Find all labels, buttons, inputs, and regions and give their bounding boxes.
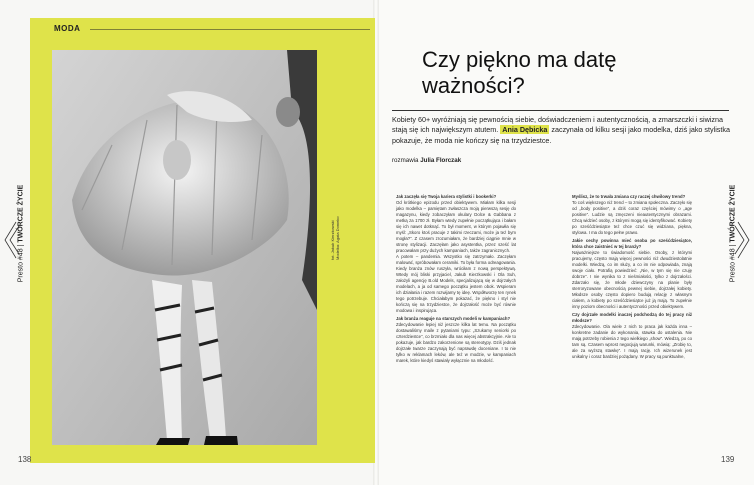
byline — [392, 157, 461, 164]
chevron-right-icon — [734, 218, 752, 262]
photo-credit — [330, 200, 340, 260]
section-rule — [90, 29, 370, 30]
interview-answer: Zdecydowanie lepiej niż jeszcze kilka lat temu. Na początku dostawaliśmy maile z pytaniami typu: „Szukamy seniorki po czterdziestce”, co brzmiało dla nas więcej abstrakcyjnie. Ale to pokazuje, jak bardzo zakorzenione są stereotypy. Dziś jednak dojrzałe twarze zaczynają być naprawdę doceniane. I to nie tylko w reklamach leków, ale też w modzie, w kampaniach marek, które kiedyś stawiały wyłącznie na młodość. — [396, 322, 516, 363]
article-lead — [392, 115, 737, 146]
section-label: MODA — [54, 24, 81, 33]
interview-question: Myślisz, że to trwała zmiana czy raczej chwilowy trend? — [572, 194, 686, 199]
lead-text-2: zaczynała od kilku sesji jako modelka, dziś jako stylistka pokazuje, że moda nie kończy się na trzydziestce. — [392, 125, 730, 145]
right-page-number: 139 — [721, 455, 735, 464]
lead-rule — [392, 110, 729, 111]
photographer-credit: fot. Jakub Kierzkowski — [330, 220, 335, 260]
interview-answer: Od krótkiego epizodu przed obiektywem. Miałam kilka sesji jako modelka – pamiętam zwłaszcza moją pierwszą sesję do magazynu, kiedy zobaczyłam okulary Dolce & Gabbana z metką za 1700 zł. Byłam wtedy zupełnie początkująca i bałam się ich nawet dotknąć. To był moment, w którym pojawiła się myśl: „Skoro ktoś pracuje z takimi rzeczami, może ja też bym mogła?”. Z czasem zrozumiałam, że bardziej ciągnie mnie w stronę stylizacji. Zaczęłam jako asystentka, przez sześć lat pracowałam przy dużych kampaniach, także zagranicznych. — [396, 200, 516, 253]
chevron-left-icon — [2, 218, 20, 262]
article-column-2 — [572, 192, 692, 360]
spine-divider: | — [729, 244, 737, 247]
interview-answer: Najważniejsze to świadomość siebie. Osoby, z którymi pracujemy, często mają więcej pewności niż dwudziestolatnie modelki. Wiedzą, co im służy, a co im nie odpowiada, znają swoje ciało. Potrafią powiedzieć: „Nie, w tym się nie czuję dobrze”. I nie wynika to z nieśmiałości, tylko z dojrzałości. Zdarzało się, że młode dziewczyny na planie były sterroryzowane obecnością pewnej siebie, dojrzałej kobiety. Młodsze osoby często dopiero budują relację z własnym ciałem, a kobiety po sześćdziesiątce już ją mają. To zupełnie inny poziom obecności i autentyczności przed obiektywem. — [572, 250, 692, 309]
lead-text-1: Kobiety 60+ wyróżniają się pewnością siebie, doświadczeniem i autentycznością, a zmarszczki i siwizna stają się ich największym atutem. — [392, 115, 723, 135]
left-page-number: 138 — [18, 455, 32, 464]
byline-author: Julia Florczak — [420, 157, 462, 164]
spine-issue: Presto #48 — [17, 248, 25, 283]
interview-answer: A potem – pandemia. Wszystko się zatrzymało. Zaczęłam malować, spróbowałam ceramiki. To była forma odreagowania. Kiedy branża znów ruszyła, wróciłam z nową perspektywą. Wtedy mój bliski przyjaciel, Jakub Kierzkowski i Ola Suh, założyli agencję B.old Models, specjalizującą się w dojrzałych modelach, a ja od samego początku jestem obok. Wspieram ich działania i razem rozwijamy tę ideę. Współtworzę ten rynek tego potrzebuje. Chciałabym pokazać, że piękno i styl nie kończą się na trzydziestce, że dojrzałość może być równie modowa i inspirująca. — [396, 254, 516, 313]
headline-line-2: ważności? — [422, 73, 525, 98]
interview-answer: To coś większego niż trend – to zmiana społeczna. Zaczęło się od „body positive”, a dziś coraz częściej mówimy o „age positive”. Ludzie są zmęczeni nieautentycznymi obrazami. Chcą widzieć osoby, z którymi mogą się identyfikować. Kobiety po sześćdziesiątce też chce czuć się widziana, piękna, stylowa. I ma do tego pełne prawo. — [572, 200, 692, 235]
fashion-photo — [52, 50, 317, 445]
byline-prefix: rozmawia — [392, 157, 419, 164]
headline-line-1: Czy piękno ma datę — [422, 47, 617, 72]
interview-question: Jakie cechy powinna mieć osoba po sześćdziesiątce, która chce zaistnieć w tej branży? — [572, 238, 692, 249]
highlighted-name: Ania Dębicka — [502, 125, 548, 135]
spine-category: TWÓRCZE ŻYCIE — [17, 184, 25, 243]
article-column-1 — [396, 192, 516, 364]
interview-question: Jak branża reaguje na starszych modeli w kampaniach? — [396, 316, 511, 321]
article-headline — [422, 47, 722, 99]
interview-answer: Zdecydowanie. Ola wiele z nich to praca jak każda inna – konkretne zadanie do wykonania, stawka do ustalenia. Nie mają potrzeby robienia z tego wielkiego „show”. Wiedzą, po co tam są. Czasem wprost negocjują warunki, mówią: „Zrobię to, ale za wyższą stawkę”. I mają rację. Ich wizerunek jest unikalny i coraz bardziej pożądany. W pracy są punktualne, — [572, 324, 692, 359]
interview-question: Jak zaczęła się Twoja kariera stylistki i bookerki? — [396, 194, 497, 199]
spine-issue: Presto #48 — [729, 248, 737, 283]
interview-question: Czy dojrzałe modelki inaczej podchodzą do tej pracy niż młodsze? — [572, 312, 692, 323]
model-credit: Modelka: Agata Domeko — [335, 216, 340, 260]
photo-illustration-icon — [52, 50, 317, 445]
spine-divider: | — [17, 244, 25, 247]
spine-category: TWÓRCZE ŻYCIE — [729, 184, 737, 243]
